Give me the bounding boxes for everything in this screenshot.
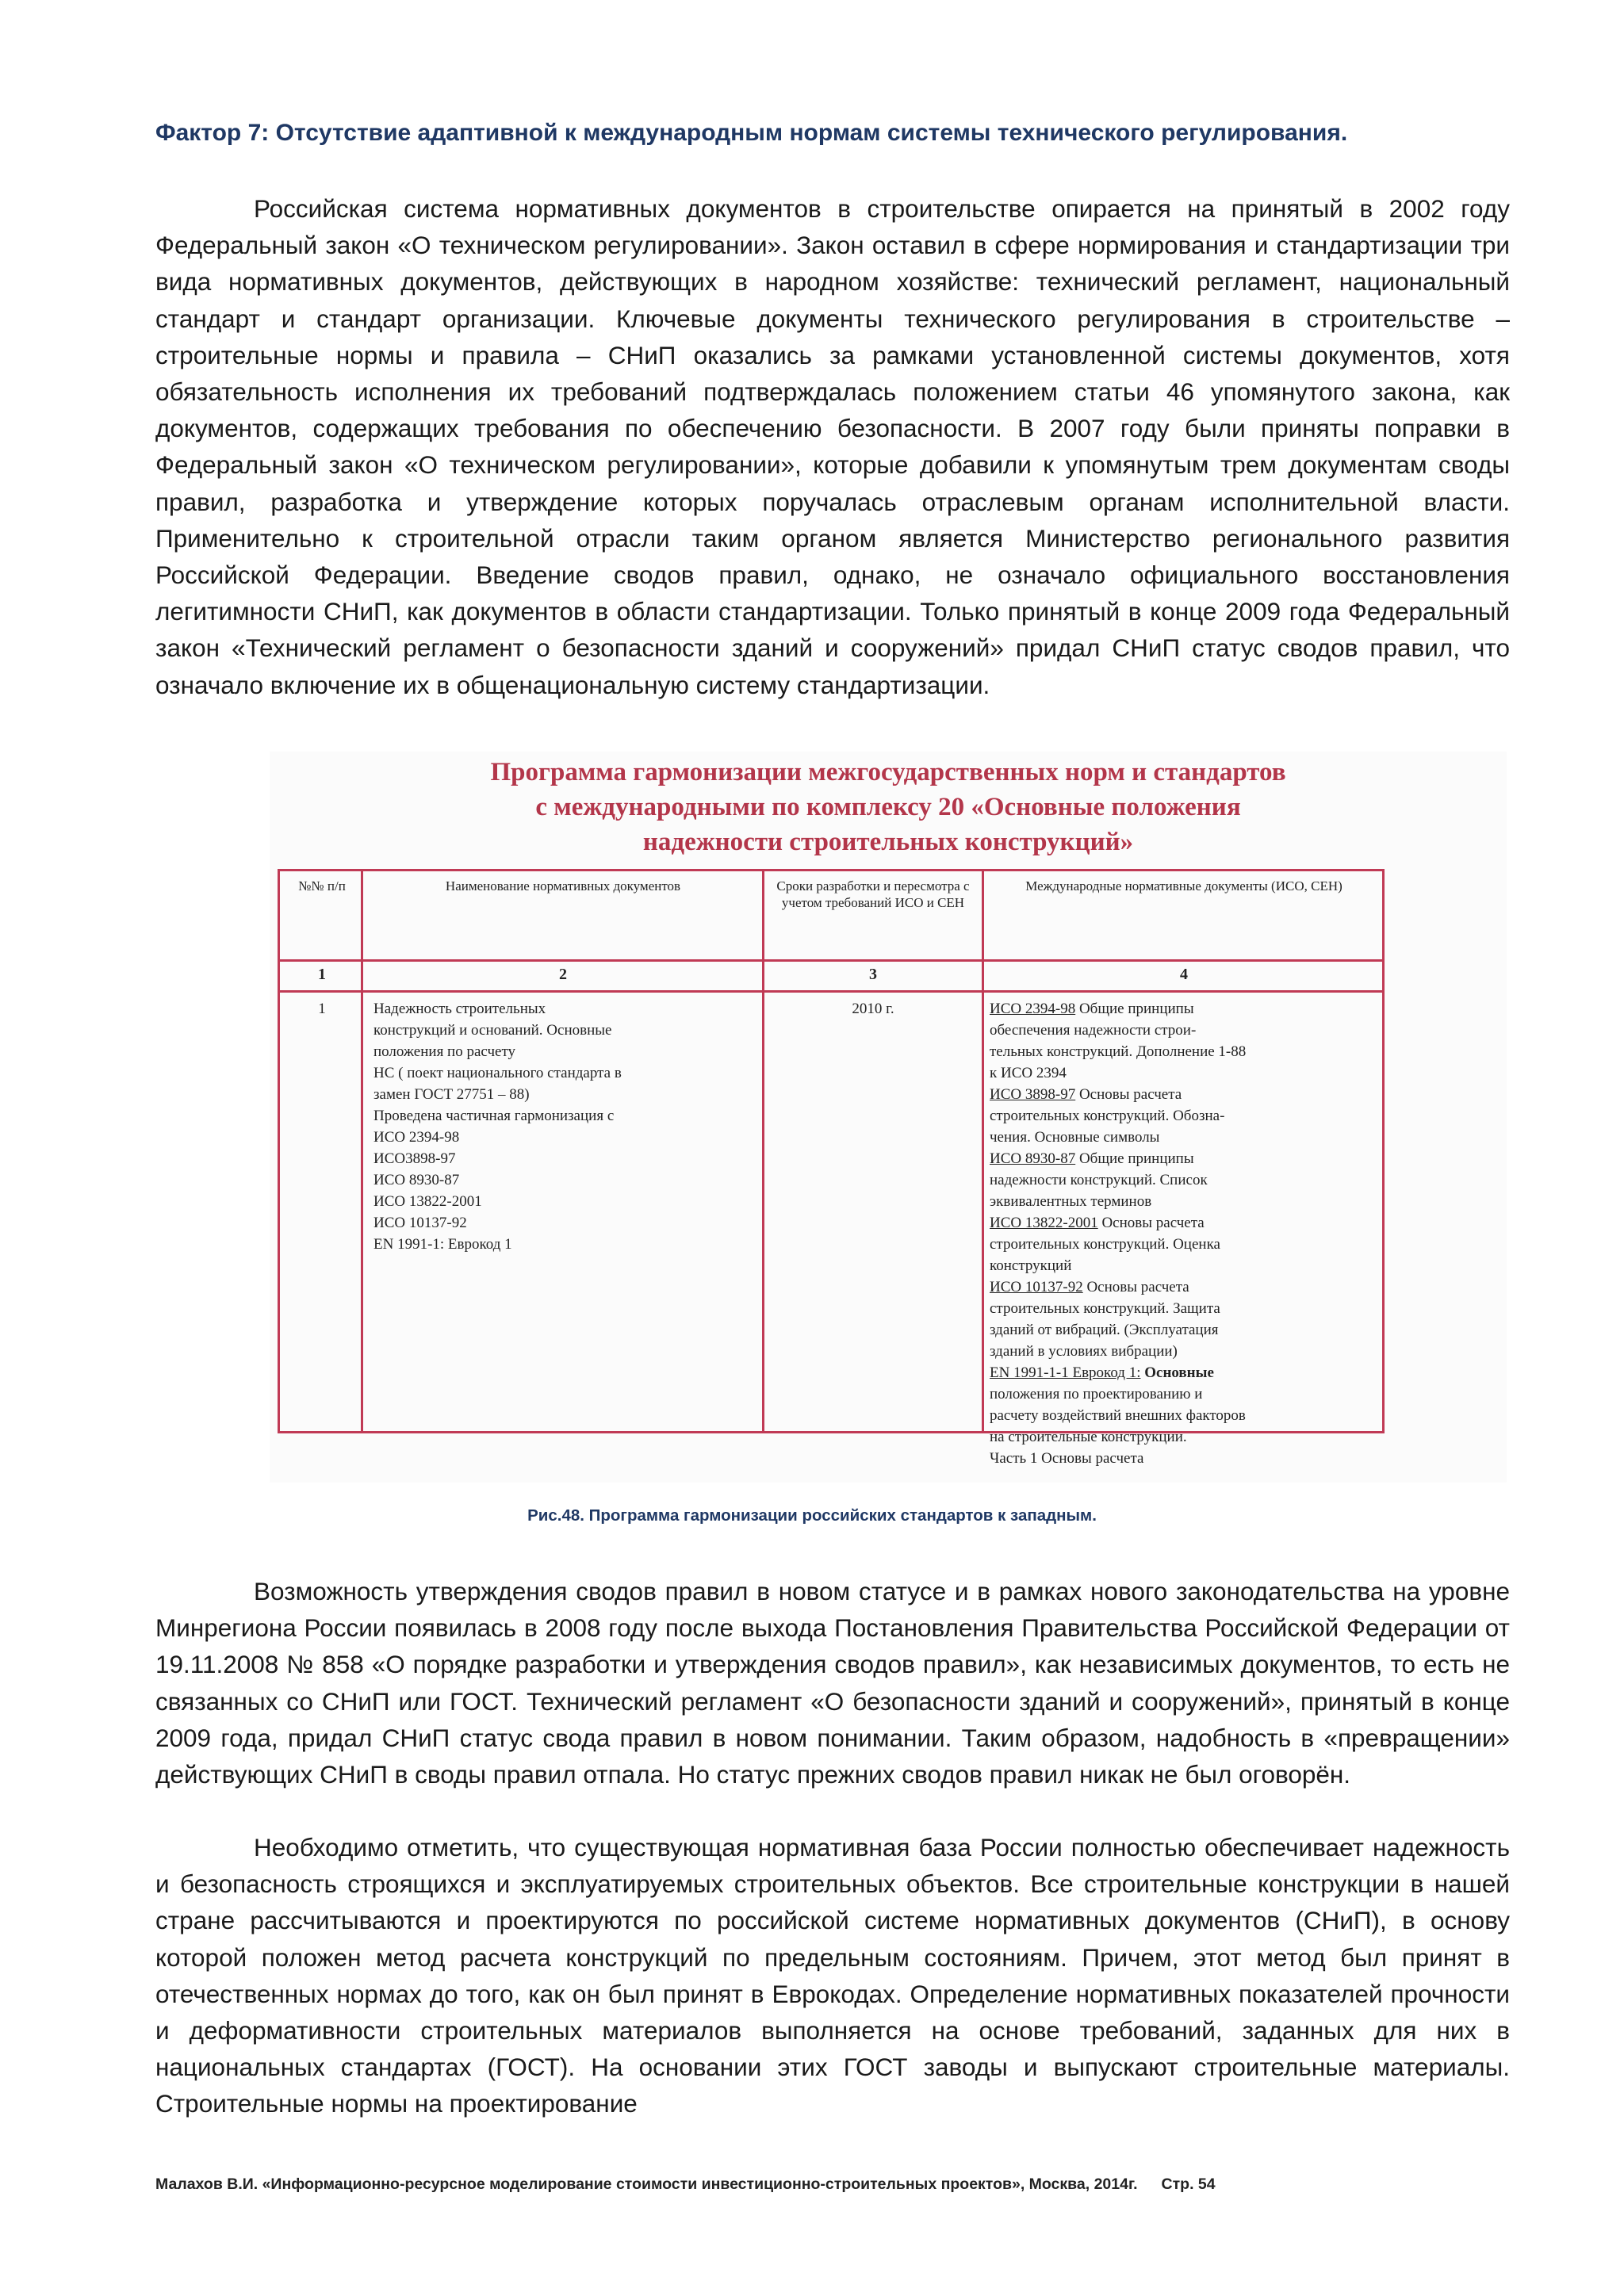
doc-text: Основы расчета	[1075, 1086, 1182, 1103]
section-heading: Фактор 7: Отсутствие адаптивной к международным нормам системы технического регулирования.	[155, 120, 1348, 146]
international-doc-line	[990, 1234, 1383, 1255]
doc-text: расчету воздействий внешних факторов	[990, 1407, 1246, 1424]
international-doc-line	[990, 1341, 1383, 1362]
document-line: положения по расчету	[373, 1043, 516, 1060]
table-divider	[982, 871, 984, 1431]
international-doc-line	[990, 1426, 1383, 1448]
page-number: Стр. 54	[1161, 2175, 1216, 2193]
doc-text: зданий от вибраций. (Эксплуатация	[990, 1322, 1219, 1338]
international-doc-line	[990, 1148, 1383, 1169]
international-doc-line	[990, 1062, 1383, 1084]
paragraph-2	[155, 1573, 1510, 1793]
international-doc-line	[990, 1084, 1383, 1105]
doc-text: положения по проектированию и	[990, 1386, 1203, 1402]
paragraph-1	[155, 190, 1510, 703]
table-divider	[280, 959, 1382, 962]
international-doc-line	[990, 998, 1383, 1020]
international-doc-line	[990, 1191, 1383, 1212]
international-doc-line	[990, 1276, 1383, 1298]
header-col-dates: Сроки разработки и пересмотра с учетом требований ИСО и СЕН	[776, 878, 970, 910]
column-number: 3	[869, 966, 877, 983]
document-line: EN 1991-1: Еврокод 1	[373, 1236, 512, 1253]
international-doc-line	[990, 1383, 1383, 1405]
doc-text: надежности конструкций. Список	[990, 1172, 1208, 1188]
table-divider	[361, 871, 363, 1431]
doc-text: к ИСО 2394	[990, 1065, 1067, 1081]
international-doc-line	[990, 1127, 1383, 1148]
header-col-documents: Наименование нормативных документов	[445, 878, 681, 894]
column-number: 1	[318, 966, 326, 983]
paragraph-2-text: Возможность утверждения сводов правил в новом статусе и в рамках нового законодательства на уровне Минрегиона России появилась в 2008 году после выхода Постановления Правительства Российской Федерации от 19.11.2008 № 858 «О порядке разработки и утверждения сводов правил», как независимых документов, то есть не связанных со СНиП или ГОСТ. Технический регламент «О безопасности зданий и сооружений», принятый в конце 2009 года, придал СНиП статус свода правил в новом понимании. Таким образом, надобность в «превращении» действующих СНиП в своды правил отпала. Но статус прежних сводов правил никак не был оговорён.	[155, 1577, 1510, 1789]
doc-text: зданий в условиях вибрации)	[990, 1343, 1178, 1360]
row-number: 1	[318, 1001, 326, 1017]
doc-text: Часть 1 Основы расчета	[990, 1450, 1144, 1467]
doc-code: ИСО 13822-2001	[990, 1215, 1098, 1231]
column-number: 2	[559, 966, 567, 983]
paragraph-1-text: Российская система нормативных документов в строительстве опирается на принятый в 2002 году Федеральный закон «О техническом регулировании». Закон оставил в сфере нормирования и стандартизации три вида нормативных документов, действующих в народном хозяйстве: технический регламент, национальный стандарт и стандарт организации. Ключевые документы технического регулирования в строительстве – строительные нормы и правила – СНиП оказались за рамками установленной системы документов, хотя обязательность исполнения их требований подтверждалась положением статьи 46 упомянутого закона, как документов, содержащих требования по обеспечению безопасности. В 2007 году были приняты поправки в Федеральный закон «О техническом регулировании», которые добавили к упомянутым трем документам своды правил, разработка и утверждение которых поручалась отраслевым органам исполнительной власти. Применительно к строительной отрасли таким органом является Министерство регионального развития Российской Федерации. Введение сводов правил, однако, не означало официального восстановления легитимности СНиП, как документов в области стандартизации. Только принятый в конце 2009 года Федеральный закон «Технический регламент о безопасности зданий и сооружений» придал СНиП статус сводов правил, что означало включение их в общенациональную систему стандартизации.	[155, 194, 1510, 699]
doc-text: чения. Основные символы	[990, 1129, 1160, 1146]
international-doc-line	[990, 1212, 1383, 1234]
footer-citation: Малахов В.И. «Информационно-ресурсное моделирование стоимости инвестиционно-строительных проектов», Москва, 2014г.	[155, 2175, 1138, 2193]
document-line: замен ГОСТ 27751 – 88)	[373, 1086, 530, 1103]
doc-text: Общие принципы	[1075, 1001, 1194, 1017]
doc-text: Общие принципы	[1075, 1150, 1194, 1167]
document-line: ИСО3898-97	[373, 1150, 456, 1167]
international-doc-line	[990, 1298, 1383, 1319]
doc-text: Основы расчета	[1097, 1215, 1205, 1231]
row-international-docs	[990, 998, 1383, 1469]
table-divider	[280, 990, 1382, 993]
doc-text: обеспечения надежности строи-	[990, 1022, 1197, 1039]
international-doc-line	[990, 1319, 1383, 1341]
document-line: конструкций и оснований. Основные	[373, 1022, 612, 1039]
paragraph-3-text: Необходимо отметить, что существующая нормативная база России полностью обеспечивает надежность и безопасность строящихся и эксплуатируемых строительных объектов. Все строительные конструкции в нашей стране рассчитываются и проектируются по российской системе нормативных документов (СНиП), в основу которой положен метод расчета конструкций по предельным состояниям. Причем, этот метод был принят в отечественных нормах до того, как он был принят в Еврокодах. Определение нормативных показателей прочности и деформативности строительных материалов выполняется на основе требований, заданных для них в национальных стандартах (ГОСТ). На основании этих ГОСТ заводы и выпускают строительные материалы. Строительные нормы на проектирование	[155, 1833, 1510, 2118]
international-doc-line	[990, 1169, 1383, 1191]
row-year: 2010 г.	[852, 1001, 894, 1017]
table-divider	[762, 871, 764, 1431]
doc-text: строительных конструкций. Защита	[990, 1300, 1220, 1317]
figure-title-line: надежности строительных конструкций»	[642, 828, 1134, 856]
international-doc-line	[990, 1405, 1383, 1426]
doc-text: конструкций	[990, 1257, 1072, 1274]
document-line: Надежность строительных	[373, 1001, 546, 1017]
figure-caption: Рис.48. Программа гармонизации российских стандартов к западным.	[527, 1506, 1097, 1525]
doc-text: Основные	[1140, 1364, 1214, 1381]
doc-code: ИСО 8930-87	[990, 1150, 1076, 1167]
international-doc-line	[990, 1362, 1383, 1383]
doc-text: Основы расчета	[1082, 1279, 1189, 1295]
document-line: ИСО 13822-2001	[373, 1193, 482, 1210]
column-number: 4	[1180, 966, 1188, 983]
international-doc-line	[990, 1255, 1383, 1276]
figure-title-line: с международными по комплексу 20 «Основные положения	[535, 793, 1241, 821]
doc-text: строительных конструкций. Обозна-	[990, 1108, 1225, 1124]
doc-code: ИСО 3898-97	[990, 1086, 1076, 1103]
international-doc-line	[990, 1448, 1383, 1469]
document-line: ИСО 10137-92	[373, 1215, 467, 1231]
paragraph-3	[155, 1829, 1510, 2122]
row-documents	[373, 998, 757, 1255]
doc-code: ИСО 2394-98	[990, 1001, 1076, 1017]
figure-title	[270, 755, 1507, 859]
international-doc-line	[990, 1020, 1383, 1041]
document-line: НС ( поект национального стандарта в	[373, 1065, 622, 1081]
header-col-international: Международные нормативные документы (ИСО, СЕН)	[1025, 878, 1342, 894]
figure-table	[278, 869, 1385, 1467]
header-col-number: №№ п/п	[298, 878, 346, 894]
doc-code: ИСО 10137-92	[990, 1279, 1083, 1295]
document-line: ИСО 2394-98	[373, 1129, 460, 1146]
document-line: Проведена частичная гармонизация с	[373, 1108, 615, 1124]
figure-title-line: Программа гармонизации межгосударственных норм и стандартов	[490, 758, 1286, 786]
doc-text: на строительные конструкции.	[990, 1429, 1187, 1445]
doc-text: строительных конструкций. Оценка	[990, 1236, 1220, 1253]
figure-harmonization-program	[270, 752, 1507, 1483]
doc-text: эквивалентных терминов	[990, 1193, 1152, 1210]
international-doc-line	[990, 1041, 1383, 1062]
page-footer	[155, 2175, 1519, 2194]
doc-code: EN 1991-1-1 Еврокод 1:	[990, 1364, 1141, 1381]
international-doc-line	[990, 1105, 1383, 1127]
doc-text: тельных конструкций. Дополнение 1-88	[990, 1043, 1247, 1060]
document-line: ИСО 8930-87	[373, 1172, 460, 1188]
